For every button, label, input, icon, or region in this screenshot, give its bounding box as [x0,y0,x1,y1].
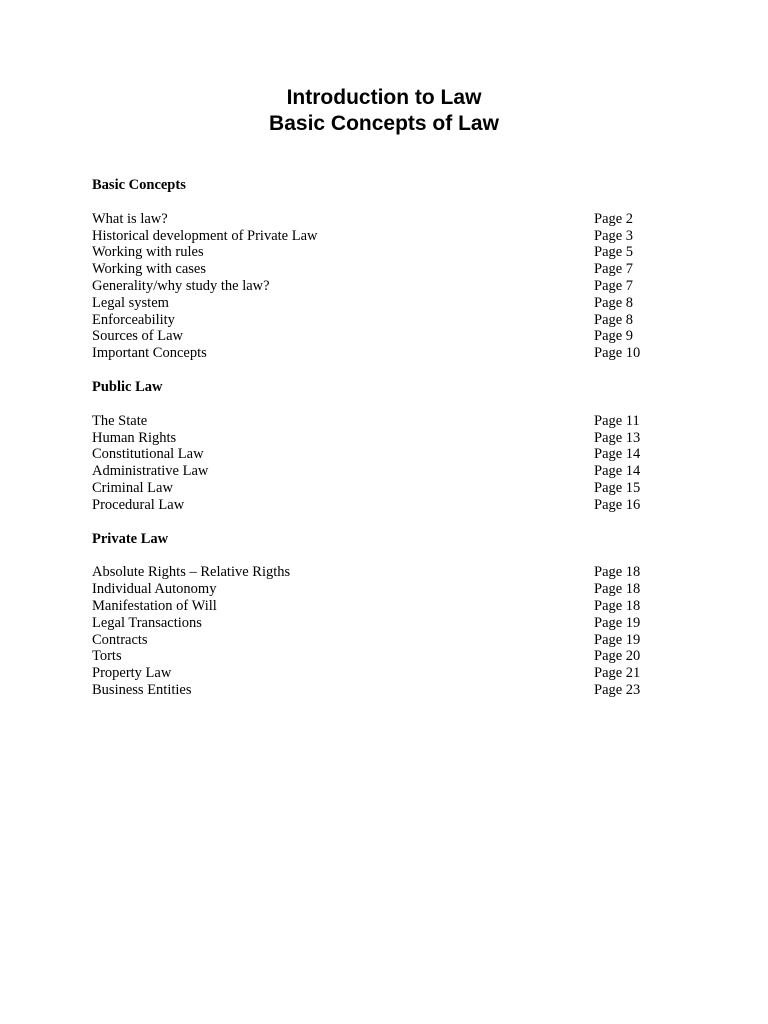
toc-entry [92,295,652,312]
toc-entry [92,615,652,632]
entry-page-number: Page 11 [594,412,640,429]
entry-page-number: Page 2 [594,210,634,227]
entry-page-number: Page 21 [594,665,641,682]
entry-page-number: Page 19 [594,614,641,631]
toc-entry [92,648,652,665]
entry-page-number: Page 15 [594,479,641,496]
entry-page-number: Page 14 [594,446,641,463]
entry-title: Sources of Law [92,328,184,345]
entry-page-number: Page 20 [594,648,641,665]
entry-page-number: Page 16 [594,496,641,513]
toc-entry [92,244,652,261]
entry-title: Torts [92,648,122,665]
toc-entry [92,665,652,682]
entry-title: Generality/why study the law? [92,277,270,294]
toc-entry [92,564,652,581]
entry-page-number: Page 7 [594,277,634,294]
entry-title: Working with cases [92,261,207,278]
entry-title: Administrative Law [92,463,209,480]
entry-page-number: Page 8 [594,311,634,328]
toc-entry [92,228,652,245]
section-heading: Public Law [92,378,163,395]
entry-page-number: Page 3 [594,227,634,244]
title-line-2: Basic Concepts of Law [269,112,499,135]
toc-entry [92,211,652,228]
toc-entry [92,480,652,497]
entry-title: What is law? [92,210,168,227]
entry-title: Working with rules [92,244,204,261]
entry-page-number: Page 7 [594,261,634,278]
entry-page-number: Page 5 [594,244,634,261]
entry-page-number: Page 14 [594,463,641,480]
entry-title: Enforceability [92,311,175,328]
entry-title: Business Entities [92,681,192,698]
toc-entry [92,598,652,615]
entry-title: Historical development of Private Law [92,227,318,244]
title-line-1: Introduction to Law [286,86,482,109]
entry-page-number: Page 19 [594,631,641,648]
entry-title: Contracts [92,631,148,648]
entry-title: Individual Autonomy [92,581,217,598]
entry-page-number: Page 18 [594,564,641,581]
entry-title: Absolute Rights – Relative Rigths [92,564,291,581]
toc-entry [92,632,652,649]
entry-title: Criminal Law [92,479,173,496]
toc-entry [92,413,652,430]
entry-title: Manifestation of Will [92,597,217,614]
entry-page-number: Page 23 [594,681,641,698]
entry-page-number: Page 18 [594,597,641,614]
entry-title: Important Concepts [92,345,207,362]
toc-section [92,177,652,362]
entry-title: Constitutional Law [92,446,204,463]
entry-title: Legal system [92,294,169,311]
entry-title: Legal Transactions [92,614,202,631]
entry-title: Human Rights [92,429,177,446]
entry-page-number: Page 8 [594,294,634,311]
toc-entry [92,581,652,598]
section-heading: Private Law [92,530,169,547]
entry-page-number: Page 18 [594,581,641,598]
entry-page-number: Page 9 [594,328,634,345]
table-of-contents [92,177,652,716]
document-title [0,85,768,137]
entry-title: The State [92,412,148,429]
entry-title: Property Law [92,665,172,682]
toc-entry [92,312,652,329]
toc-section [92,531,652,699]
toc-entry [92,463,652,480]
toc-section [92,379,652,514]
section-heading: Basic Concepts [92,177,186,193]
entry-page-number: Page 13 [594,429,641,446]
toc-entry [92,497,652,514]
toc-entry [92,328,652,345]
toc-entry [92,345,652,362]
toc-entry [92,261,652,278]
toc-entry [92,682,652,699]
toc-entry [92,446,652,463]
toc-entry [92,278,652,295]
entry-page-number: Page 10 [594,345,641,362]
toc-entry [92,430,652,447]
entry-title: Procedural Law [92,496,185,513]
